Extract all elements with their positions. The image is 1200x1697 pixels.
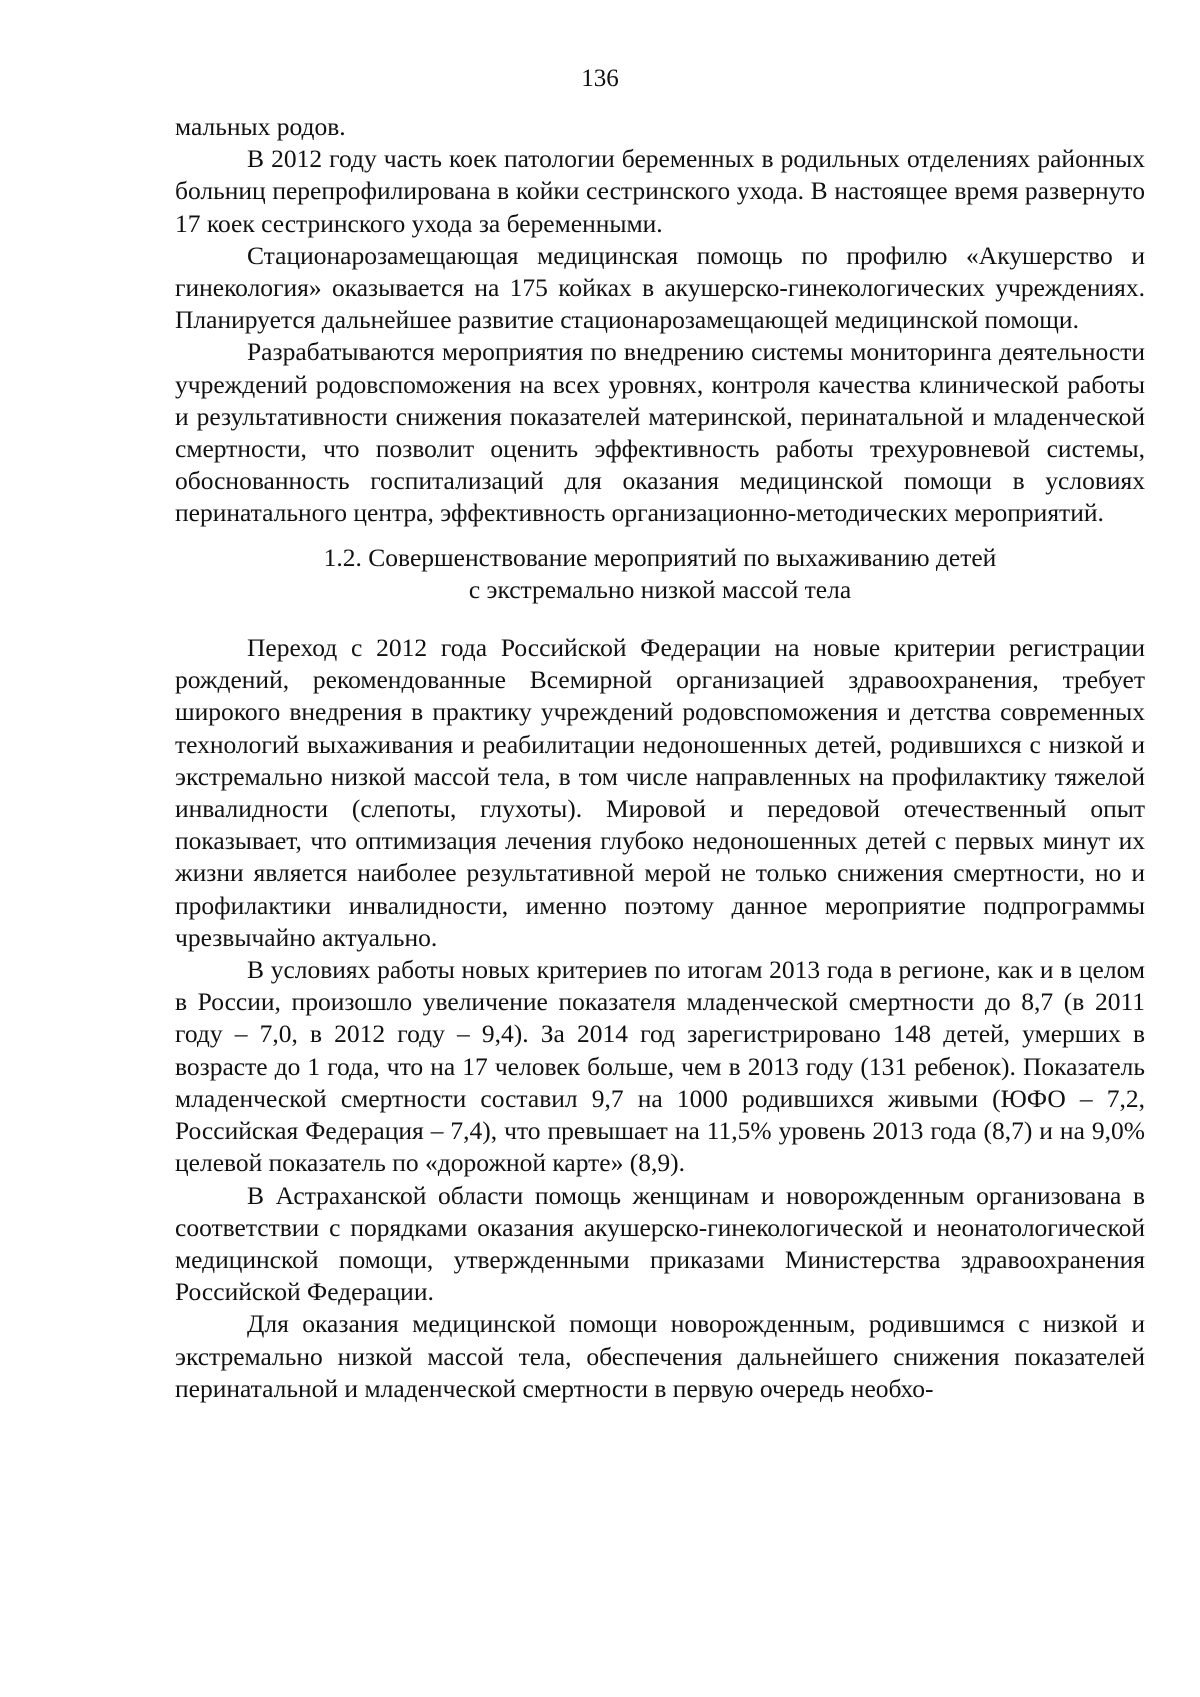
section-heading (175, 542, 1145, 606)
paragraph-monitoring-system: Разрабатываются мероприятия по внедрению системы мониторинга деятельности учреждений родовспоможения на всех уровнях, контроля качества клинической работы и результативности снижения показателей материнской, перинатальной и младенческой смертности, что позволит оценить эффективность работы трехуровневой системы, обоснованность госпитализаций для оказания медицинской помощи в условиях перинатального центра, эффективность организационно-методических мероприятий. (175, 337, 1145, 528)
section-heading-line-2: с экстремально низкой массой тела (468, 574, 852, 604)
paragraph-sisters-care-beds: В 2012 году часть коек патологии беременных в родильных отделениях районных больниц перепрофилирована в койки сестринского ухода. В настоящее время развернуто 17 коек сестринского ухода за беременными. (175, 144, 1145, 238)
paragraph-infant-mortality: В условиях работы новых критериев по итогам 2013 года в регионе, как и в целом в России, произошло увеличение показателя младенческой смертности до 8,7 (в 2011 году – 7,0, в 2012 году – 9,4). За 2014 год зарегистрировано 148 детей, умерших в возрасте до 1 года, что на 17 человек больше, чем в 2013 году (131 ребенок). Показатель младенческой смертности составил 9,7 на 1000 родившихся живыми (ЮФО – 7,2, Российская Федерация – 7,4), что превышает на 11,5% уровень 2013 года (8,7) и на 9,0% целевой показатель по «дорожной карте» (8,9). (175, 955, 1145, 1178)
paragraph-day-hospital-care: Стационарозамещающая медицинская помощь по профилю «Акушерство и гинекология» оказывается на 175 койках в акушерско-гинекологических учреждениях. Планируется дальнейшее развитие стационарозамещающей медицинской помощи. (175, 240, 1145, 335)
page-number: 136 (581, 65, 619, 92)
paragraph-low-weight-newborns: Для оказания медицинской помощи новорожденным, родившимся с низкой и экстремально низкой массой тела, обеспечения дальнейшего снижения показателей перинатальной и младенческой смертности в первую очередь необхо- (175, 1309, 1145, 1403)
paragraph-continuation: мальных родов. (175, 112, 346, 141)
paragraph-astrakhan-care: В Астраханской области помощь женщинам и новорожденным организована в соответствии с порядками оказания акушерско-гинекологической и неонатологической медицинской помощи, утвержденными приказами Министерства здравоохранения Российской Федерации. (175, 1180, 1145, 1307)
document-body (175, 111, 1145, 1405)
paragraph-new-criteria: Переход с 2012 года Российской Федерации на новые критерии регистрации рождений, рекомендованные Всемирной организацией здравоохранения, требует широкого внедрения в практику учреждений родовспоможения и детства современных технологий выхаживания и реабилитации недоношенных детей, родившихся с низкой и экстремально низкой массой тела, в том числе направленных на профилактику тяжелой инвалидности (слепоты, глухоты). Мировой и передовой отечественный опыт показывает, что оптимизация лечения глубоко недоношенных детей с первых минут их жизни является наиболее результативной мерой не только снижения смертности, но и профилактики инвалидности, именно поэтому данное мероприятие подпрограммы чрезвычайно актуально. (175, 633, 1145, 952)
section-heading-line-1: 1.2. Совершенствование мероприятий по выхаживанию детей (323, 542, 997, 572)
